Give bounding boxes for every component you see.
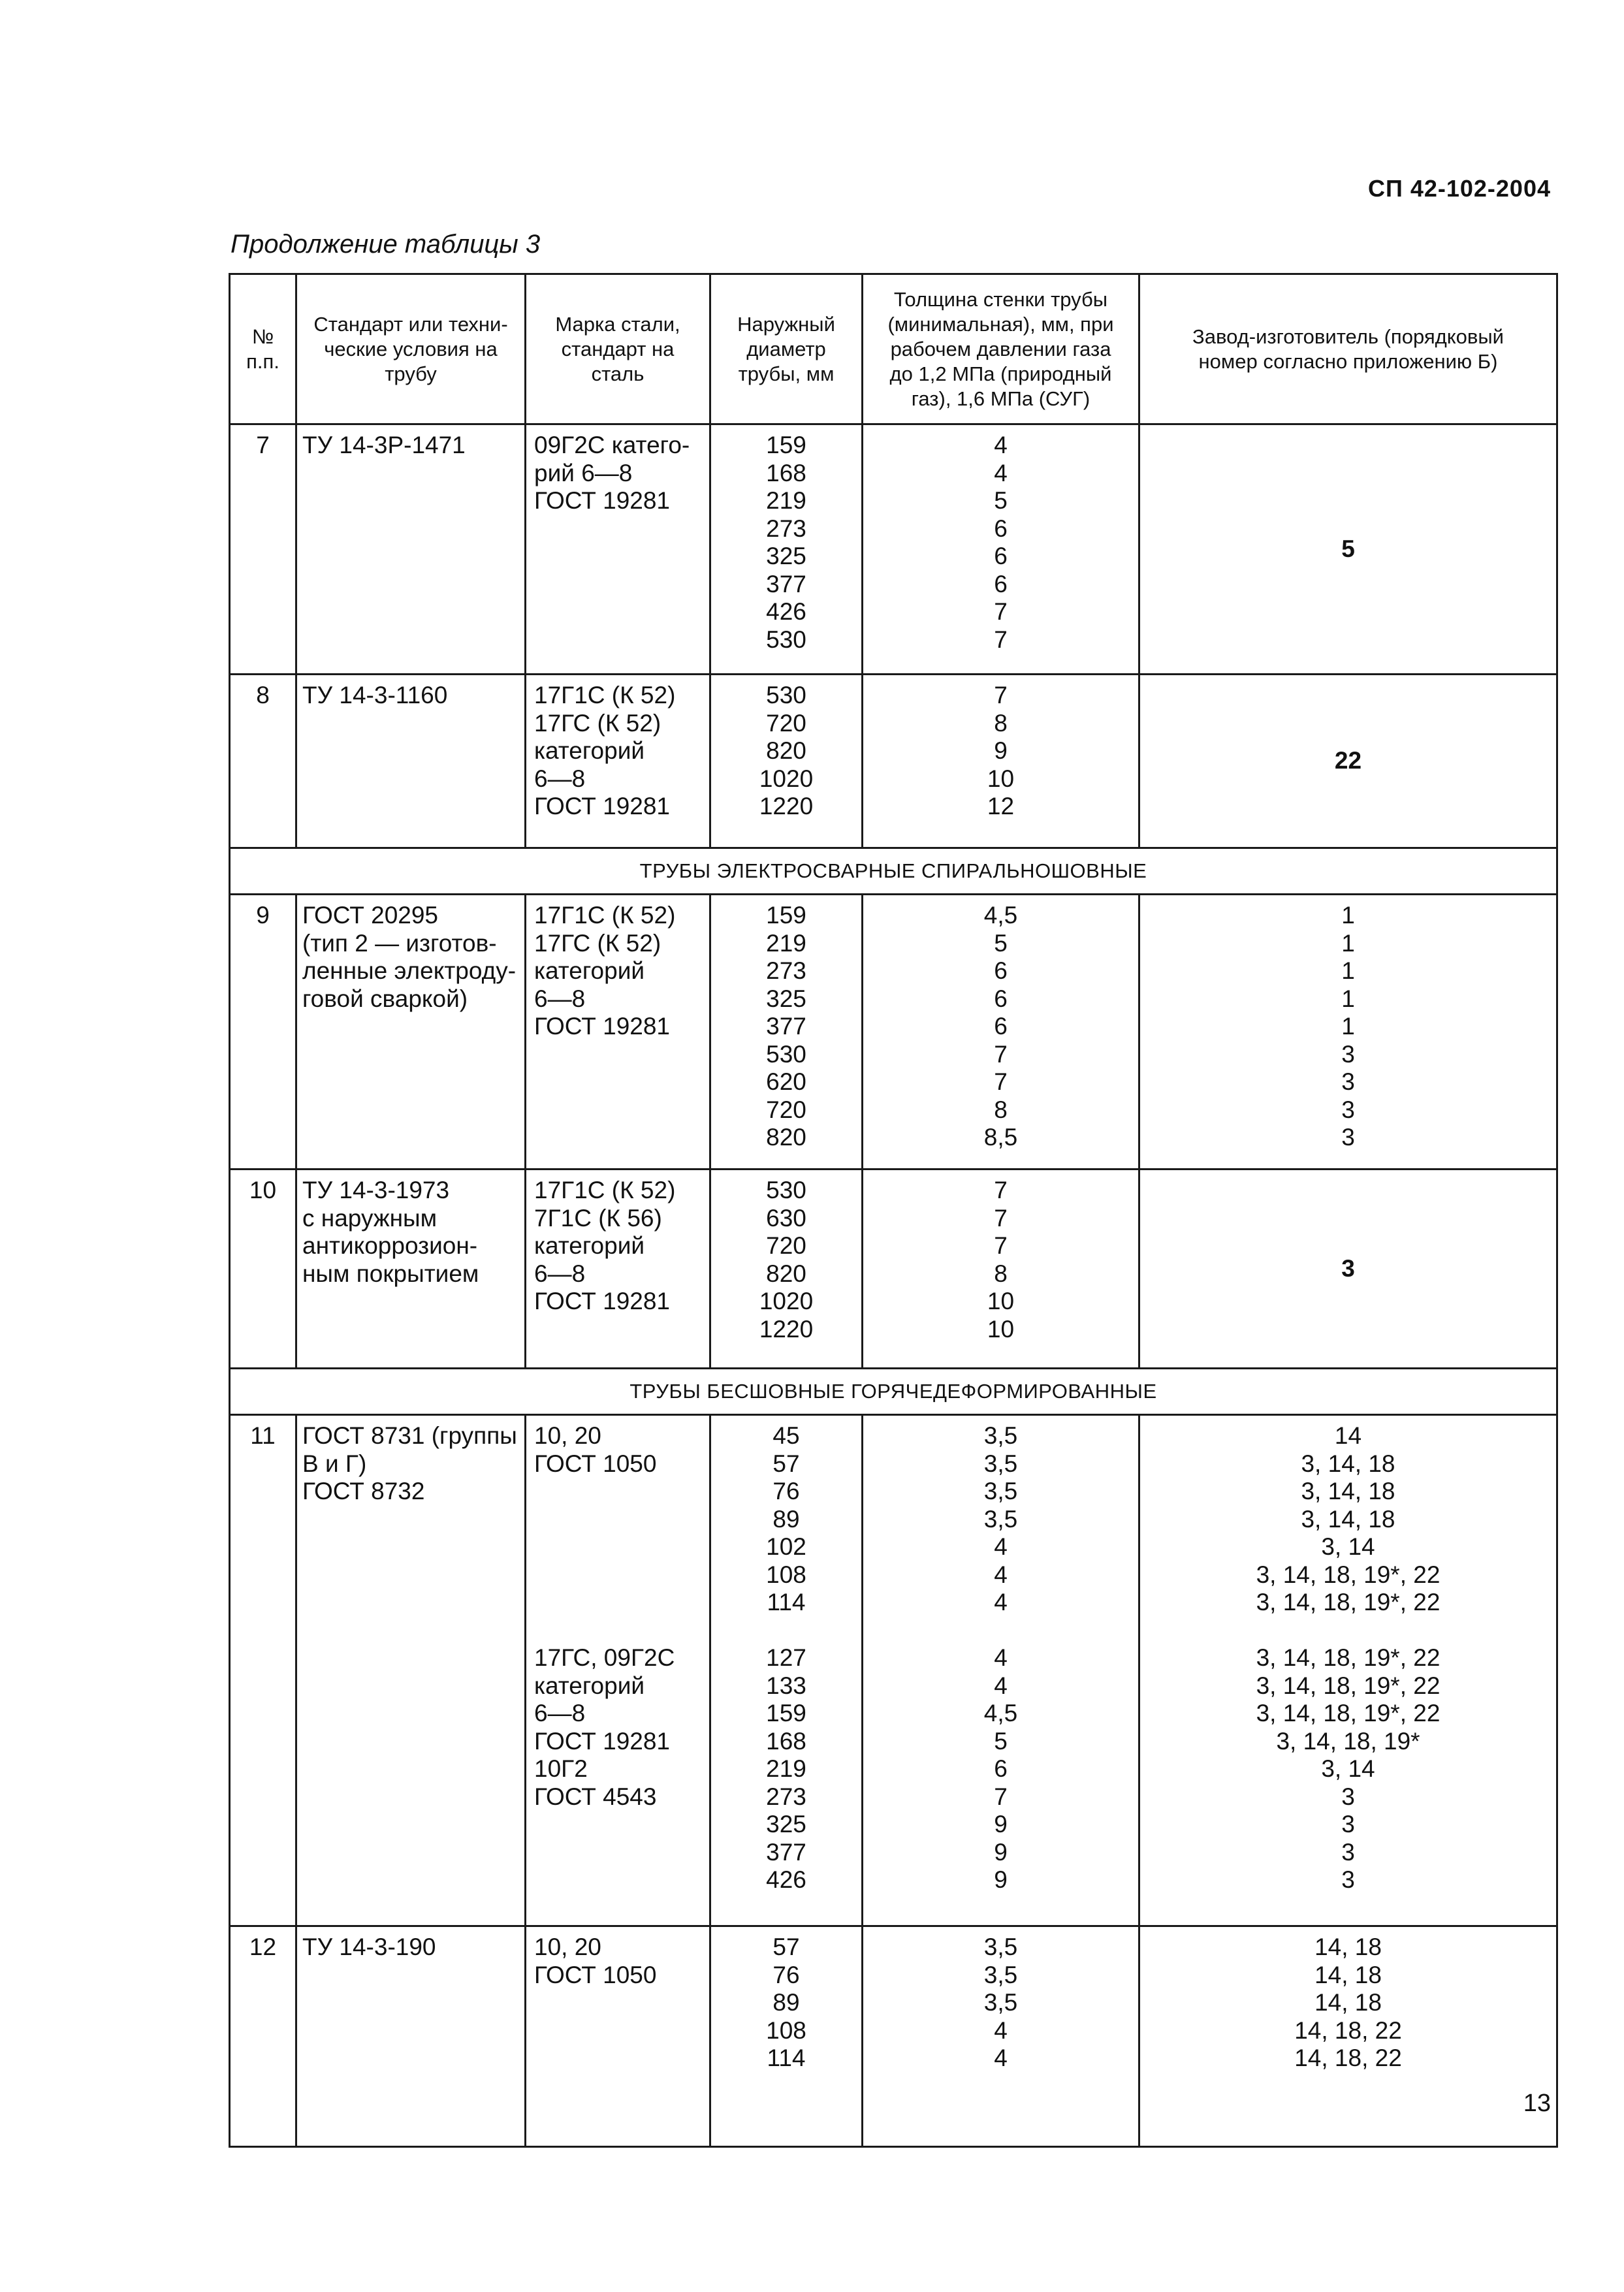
header-text-line: п.п.: [246, 349, 279, 373]
steel-grade-line: категорий: [534, 1232, 645, 1259]
wall-thickness-value: 3,5: [983, 1478, 1018, 1504]
standard-line: ГОСТ 8731 (группы: [302, 1422, 517, 1449]
steel-grade-line: 6—8: [534, 1260, 586, 1287]
table-row: [230, 1415, 1557, 1926]
wall-thickness-value: 4: [994, 1561, 1008, 1588]
cell-number: [230, 675, 296, 848]
manufacturer-value: 14, 18, 22: [1294, 2045, 1402, 2071]
diameter-value: 102: [766, 1533, 806, 1560]
manufacturer-value: 14, 18: [1314, 1934, 1382, 1960]
wall-thickness-value: 7: [994, 682, 1008, 708]
standard-line: ным покрытием: [302, 1260, 479, 1287]
header-text-line: диаметр: [746, 337, 826, 360]
diameter-value: 1220: [759, 1315, 814, 1343]
wall-thickness-value: 3,5: [983, 1505, 1018, 1533]
diameter-value: 426: [766, 1866, 806, 1893]
row-number: 12: [249, 1934, 277, 1960]
wall-thickness-value: 4,5: [983, 1700, 1018, 1727]
header-text-line: сталь: [591, 362, 645, 385]
header-text-line: до 1,2 МПа (природный: [889, 362, 1112, 385]
diameter-value: 57: [772, 1450, 800, 1477]
cell-manufacturer: [1139, 895, 1557, 1170]
cell-number: [230, 1415, 296, 1926]
diameter-value: 45: [772, 1422, 800, 1449]
diameter-value: 219: [766, 1755, 806, 1782]
diameter-value: 219: [766, 487, 806, 514]
diameter-value: 76: [772, 1961, 800, 1988]
wall-thickness-value: 6: [994, 570, 1008, 597]
manufacturer-value: 3: [1341, 1811, 1355, 1838]
steel-grade-line: категорий: [534, 1672, 645, 1699]
steel-grade-line: категорий: [534, 957, 645, 984]
cell-standard: [296, 675, 526, 848]
wall-thickness-value: 3,5: [983, 1450, 1018, 1477]
standard-line: ГОСТ 8732: [302, 1478, 425, 1504]
table-row: [230, 424, 1557, 675]
diameter-value: 219: [766, 929, 806, 957]
diameter-value: 114: [767, 2045, 806, 2071]
wall-thickness-value: 7: [994, 1232, 1008, 1259]
diameter-value: 57: [772, 1934, 800, 1960]
cell-manufacturer: [1139, 1926, 1557, 2147]
wall-thickness-value: 6: [994, 1755, 1008, 1782]
wall-thickness-value: 5: [994, 487, 1008, 514]
cell-steel-grade: [526, 1926, 710, 2147]
section-title: ТРУБЫ БЕСШОВНЫЕ ГОРЯЧЕДЕФОРМИРОВАННЫЕ: [230, 1369, 1557, 1415]
manufacturer-value: 3: [1341, 1124, 1355, 1151]
steel-grade-line: 6—8: [534, 985, 586, 1012]
table-row: [230, 1926, 1557, 2147]
manufacturer-value: 14, 18: [1314, 1989, 1382, 2016]
header-text-line: Стандарт или техни-: [313, 312, 508, 336]
header-text-line: (минимальная), мм, при: [887, 312, 1114, 336]
steel-grade-line: 6—8: [534, 765, 586, 792]
diameter-value: 133: [766, 1672, 806, 1699]
wall-thickness-value: 8,5: [983, 1124, 1018, 1151]
cell-manufacturer: [1139, 675, 1557, 848]
steel-grade-line: [534, 1561, 709, 1589]
manufacturer-value: 3, 14, 18, 19*, 22: [1256, 1589, 1441, 1616]
wall-thickness-value: 6: [994, 515, 1008, 542]
table-header-row: [230, 274, 1557, 424]
cell-steel-grade: [526, 895, 710, 1170]
standard-line: антикоррозион-: [302, 1232, 478, 1259]
manufacturer-value: 3, 14, 18: [1301, 1505, 1395, 1533]
diameter-value: 530: [766, 1177, 806, 1203]
standard-line: ГОСТ 20295: [302, 902, 438, 929]
diameter-value: 127: [766, 1644, 806, 1671]
diameter-value: 720: [766, 1096, 806, 1123]
wall-thickness-value: 7: [994, 1177, 1008, 1203]
manufacturer-value: 1: [1341, 929, 1355, 957]
wall-thickness-value: 3,5: [983, 1961, 1018, 1988]
diameter-value: 273: [766, 957, 806, 984]
steel-grade-line: ГОСТ 19281: [534, 793, 670, 820]
header-outer-diameter: [710, 274, 863, 424]
steel-grade-line: 7Г1С (К 56): [534, 1204, 662, 1232]
standard-line: ТУ 14-3-1973: [302, 1177, 450, 1203]
cell-wall-thickness: [863, 895, 1139, 1170]
steel-grade-line: 17ГС (К 52): [534, 929, 661, 957]
steel-grade-line: ГОСТ 19281: [534, 487, 670, 514]
diameter-value: 530: [766, 682, 806, 708]
diameter-value: 1020: [759, 1288, 814, 1314]
diameter-value: 820: [766, 1124, 806, 1151]
document-code: СП 42-102-2004: [1367, 175, 1551, 202]
standard-line: с наружным: [302, 1204, 438, 1232]
wall-thickness-value: 6: [994, 957, 1008, 984]
standard-line: говой сваркой): [302, 985, 468, 1012]
manufacturer-value: [1140, 1617, 1556, 1645]
steel-grade-line: [534, 1589, 709, 1617]
wall-thickness-value: 7: [994, 598, 1008, 625]
cell-outer-diameter: [710, 1415, 863, 1926]
diameter-value: 114: [767, 1589, 806, 1616]
manufacturer-value: 14, 18, 22: [1294, 2016, 1402, 2044]
diameter-value: [711, 1617, 861, 1645]
cell-wall-thickness: [863, 424, 1139, 675]
standard-line: В и Г): [302, 1450, 367, 1477]
cell-manufacturer: [1139, 424, 1557, 675]
wall-thickness-value: 9: [994, 1838, 1008, 1866]
diameter-value: 325: [766, 1811, 806, 1838]
cell-steel-grade: [526, 1415, 710, 1926]
manufacturer-value: 5: [1341, 535, 1355, 562]
diameter-value: 168: [766, 1727, 806, 1755]
wall-thickness-value: 4: [994, 2045, 1008, 2071]
steel-grade-line: 10Г2: [534, 1755, 588, 1782]
wall-thickness-value: 10: [987, 1288, 1015, 1314]
manufacturer-value: 14: [1334, 1422, 1362, 1449]
cell-wall-thickness: [863, 1926, 1139, 2147]
table-continuation-caption: Продолжение таблицы 3: [231, 230, 541, 259]
steel-grade-line: ГОСТ 1050: [534, 1450, 657, 1477]
steel-grade-line: [534, 1506, 709, 1534]
cell-standard: [296, 1170, 526, 1369]
wall-thickness-value: [863, 1617, 1138, 1645]
row-number: 9: [256, 902, 270, 929]
cell-standard: [296, 1926, 526, 2147]
steel-grade-line: 17Г1С (К 52): [534, 1177, 676, 1203]
steel-grade-line: 09Г2С катего-: [534, 432, 690, 458]
manufacturer-value: 3: [1341, 1838, 1355, 1866]
wall-thickness-value: 6: [994, 1013, 1008, 1040]
wall-thickness-value: 4: [994, 432, 1008, 458]
wall-thickness-value: 4: [994, 1672, 1008, 1699]
wall-thickness-value: 6: [994, 543, 1008, 569]
wall-thickness-value: 4,5: [983, 902, 1018, 929]
standard-line: ТУ 14-3Р-1471: [302, 432, 466, 458]
diameter-value: 76: [772, 1478, 800, 1504]
steel-grade-line: 6—8: [534, 1700, 586, 1727]
table-row: [230, 1170, 1557, 1369]
wall-thickness-value: 10: [987, 1315, 1015, 1343]
diameter-value: 530: [766, 1040, 806, 1068]
wall-thickness-value: 3,5: [983, 1989, 1018, 2016]
cell-wall-thickness: [863, 1415, 1139, 1926]
header-text-line: №: [251, 325, 274, 348]
manufacturer-value: 3, 14: [1321, 1533, 1375, 1560]
manufacturer-value: 1: [1341, 957, 1355, 984]
cell-outer-diameter: [710, 1170, 863, 1369]
header-text-line: Наружный: [737, 312, 835, 336]
header-wall-thickness: [863, 274, 1139, 424]
cell-steel-grade: [526, 1170, 710, 1369]
cell-wall-thickness: [863, 675, 1139, 848]
manufacturer-value: 3, 14, 18: [1301, 1478, 1395, 1504]
diameter-value: 273: [766, 1783, 806, 1810]
diameter-value: 630: [766, 1204, 806, 1232]
manufacturer-value: 3: [1341, 1068, 1355, 1095]
row-number: 10: [249, 1177, 277, 1203]
wall-thickness-value: 6: [994, 985, 1008, 1012]
wall-thickness-value: 4: [994, 1589, 1008, 1616]
cell-standard: [296, 895, 526, 1170]
diameter-value: 273: [766, 515, 806, 542]
steel-grade-line: 10, 20: [534, 1934, 601, 1960]
cell-standard: [296, 424, 526, 675]
wall-thickness-value: 5: [994, 1727, 1008, 1755]
manufacturer-value: 3, 14, 18, 19*, 22: [1256, 1672, 1441, 1699]
cell-outer-diameter: [710, 675, 863, 848]
wall-thickness-value: 7: [994, 1040, 1008, 1068]
section-title: ТРУБЫ ЭЛЕКТРОСВАРНЫЕ СПИРАЛЬНОШОВНЫЕ: [230, 848, 1557, 895]
pipes-table: [229, 273, 1558, 2148]
wall-thickness-value: 7: [994, 1783, 1008, 1810]
manufacturer-value: 3, 14, 18, 19*, 22: [1256, 1700, 1441, 1727]
manufacturer-value: 14, 18: [1314, 1961, 1382, 1988]
row-number: 11: [250, 1422, 276, 1449]
steel-grade-line: 17ГС (К 52): [534, 709, 661, 737]
diameter-value: 377: [766, 1838, 806, 1866]
cell-wall-thickness: [863, 1170, 1139, 1369]
header-manufacturer: [1139, 274, 1557, 424]
diameter-value: 426: [766, 598, 806, 625]
diameter-value: 720: [766, 709, 806, 737]
diameter-value: 325: [766, 985, 806, 1012]
cell-manufacturer: [1139, 1415, 1557, 1926]
wall-thickness-value: 7: [994, 1204, 1008, 1232]
steel-grade-line: 17Г1С (К 52): [534, 902, 676, 929]
manufacturer-value: 3: [1341, 1040, 1355, 1068]
manufacturer-value: 22: [1334, 747, 1362, 774]
diameter-value: 1020: [759, 765, 814, 792]
diameter-value: 159: [766, 902, 806, 929]
wall-thickness-value: 3,5: [983, 1422, 1018, 1449]
diameter-value: 89: [772, 1505, 800, 1533]
cell-number: [230, 1170, 296, 1369]
steel-grade-line: ГОСТ 19281: [534, 1288, 670, 1314]
standard-line: ТУ 14-3-1160: [302, 682, 448, 708]
cell-steel-grade: [526, 675, 710, 848]
diameter-value: 820: [766, 737, 806, 764]
cell-number: [230, 1926, 296, 2147]
diameter-value: 530: [766, 626, 806, 653]
manufacturer-value: 1: [1341, 1013, 1355, 1040]
diameter-value: 720: [766, 1232, 806, 1259]
wall-thickness-value: 8: [994, 1096, 1008, 1123]
manufacturer-value: 3, 14, 18, 19*, 22: [1256, 1561, 1441, 1588]
steel-grade-line: [534, 1533, 709, 1561]
manufacturer-value: 3: [1341, 1866, 1355, 1893]
header-text-line: рабочем давлении газа: [890, 337, 1111, 360]
cell-outer-diameter: [710, 1926, 863, 2147]
manufacturer-value: 3: [1341, 1096, 1355, 1123]
cell-number: [230, 424, 296, 675]
manufacturer-value: 1: [1341, 902, 1355, 929]
header-standard: [296, 274, 526, 424]
steel-grade-line: рий 6—8: [534, 459, 633, 486]
wall-thickness-value: 12: [987, 793, 1015, 820]
header-text-line: трубу: [385, 362, 437, 385]
standard-line: ленные электроду-: [302, 957, 517, 984]
diameter-value: 168: [766, 459, 806, 486]
steel-grade-line: ГОСТ 19281: [534, 1727, 670, 1755]
page-number: 13: [1523, 2090, 1551, 2117]
wall-thickness-value: 3,5: [983, 1934, 1018, 1960]
steel-grade-line: 17Г1С (К 52): [534, 682, 676, 708]
table-row: [230, 675, 1557, 848]
steel-grade-line: категорий: [534, 737, 645, 764]
steel-grade-line: 10, 20: [534, 1422, 601, 1449]
diameter-value: 1220: [759, 793, 814, 820]
header-text-line: Завод-изготовитель (порядковый: [1192, 325, 1504, 348]
steel-grade-line: ГОСТ 19281: [534, 1013, 670, 1040]
wall-thickness-value: 4: [994, 1644, 1008, 1671]
manufacturer-value: 3, 14, 18, 19*, 22: [1256, 1644, 1441, 1671]
manufacturer-value: 3, 14, 18, 19*: [1276, 1727, 1420, 1755]
cell-standard: [296, 1415, 526, 1926]
row-number: 8: [256, 682, 270, 708]
cell-manufacturer: [1139, 1170, 1557, 1369]
header-number: [230, 274, 296, 424]
diameter-value: 159: [766, 432, 806, 458]
cell-outer-diameter: [710, 895, 863, 1170]
wall-thickness-value: 8: [994, 709, 1008, 737]
header-text-line: Толщина стенки трубы: [893, 287, 1108, 311]
cell-number: [230, 895, 296, 1170]
diameter-value: 377: [766, 570, 806, 597]
header-text-line: трубы, мм: [738, 362, 835, 385]
wall-thickness-value: 9: [994, 1866, 1008, 1893]
wall-thickness-value: 4: [994, 2016, 1008, 2044]
diameter-value: 325: [766, 543, 806, 569]
steel-grade-line: ГОСТ 1050: [534, 1961, 657, 1988]
cell-outer-diameter: [710, 424, 863, 675]
diameter-value: 108: [766, 1561, 806, 1588]
manufacturer-value: 3: [1341, 1783, 1355, 1810]
wall-thickness-value: 10: [987, 765, 1015, 792]
manufacturer-value: 3: [1341, 1254, 1355, 1282]
manufacturer-value: 1: [1341, 985, 1355, 1012]
wall-thickness-value: 7: [994, 1068, 1008, 1095]
header-text-line: номер согласно приложению Б): [1198, 349, 1498, 373]
steel-grade-line: 17ГС, 09Г2С: [534, 1644, 675, 1671]
diameter-value: 377: [766, 1013, 806, 1040]
header-steel-grade: [526, 274, 710, 424]
wall-thickness-value: 9: [994, 1811, 1008, 1838]
diameter-value: 159: [766, 1700, 806, 1727]
standard-line: (тип 2 — изготов-: [302, 929, 497, 957]
diameter-value: 620: [766, 1068, 806, 1095]
diameter-value: 108: [766, 2016, 806, 2044]
row-number: 7: [256, 432, 270, 458]
steel-grade-line: ГОСТ 4543: [534, 1783, 657, 1810]
wall-thickness-value: 9: [994, 737, 1008, 764]
standard-line: ТУ 14-3-190: [302, 1934, 436, 1960]
manufacturer-value: 3, 14, 18: [1301, 1450, 1395, 1477]
diameter-value: 820: [766, 1260, 806, 1287]
table-row: [230, 895, 1557, 1170]
steel-grade-line: [534, 1478, 709, 1506]
cell-steel-grade: [526, 424, 710, 675]
header-text-line: Марка стали,: [555, 312, 680, 336]
header-text-line: стандарт на: [561, 337, 675, 360]
section-header-row: [230, 1369, 1557, 1415]
header-text-line: ческие условия на: [324, 337, 498, 360]
steel-grade-line: [534, 1617, 709, 1645]
wall-thickness-value: 4: [994, 1533, 1008, 1560]
header-text-line: газ), 1,6 МПа (СУГ): [911, 387, 1091, 410]
wall-thickness-value: 4: [994, 459, 1008, 486]
manufacturer-value: 3, 14: [1321, 1755, 1375, 1782]
wall-thickness-value: 8: [994, 1260, 1008, 1287]
wall-thickness-value: 5: [994, 929, 1008, 957]
section-header-row: [230, 848, 1557, 895]
wall-thickness-value: 7: [994, 626, 1008, 653]
diameter-value: 89: [772, 1989, 800, 2016]
